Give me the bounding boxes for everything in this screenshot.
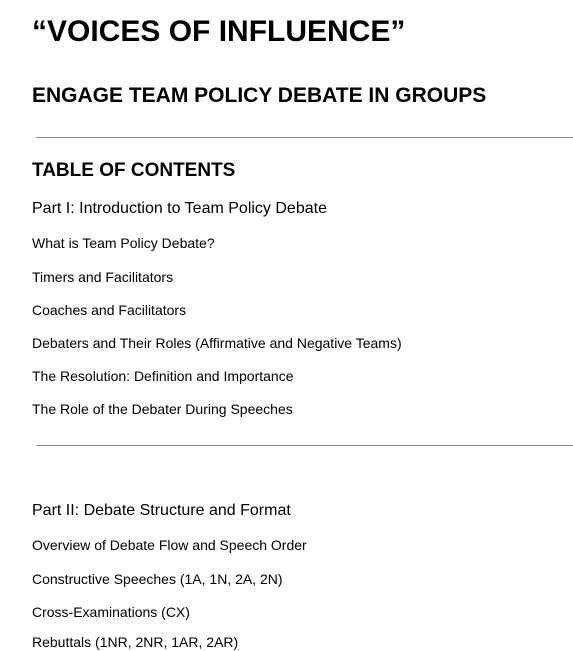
toc-item: Rebuttals (1NR, 2NR, 1AR, 2AR): [32, 634, 239, 650]
divider-top: [36, 137, 573, 138]
toc-item: Constructive Speeches (1A, 1N, 2A, 2N): [32, 571, 283, 587]
document-subtitle: ENGAGE TEAM POLICY DEBATE IN GROUPS: [32, 84, 487, 107]
toc-heading: TABLE OF CONTENTS: [32, 160, 236, 181]
part-2-heading: Part II: Debate Structure and Format: [32, 502, 291, 519]
toc-item: The Resolution: Definition and Importance: [32, 368, 294, 384]
divider-middle: [36, 445, 573, 446]
toc-item: The Role of the Debater During Speeches: [32, 401, 293, 417]
toc-item: Overview of Debate Flow and Speech Order: [32, 537, 307, 553]
toc-item: Coaches and Facilitators: [32, 302, 187, 318]
toc-item: Cross-Examinations (CX): [32, 604, 190, 620]
document-title: “VOICES OF INFLUENCE”: [32, 15, 406, 48]
toc-item: Debaters and Their Roles (Affirmative and Negative Teams): [32, 335, 402, 351]
part-1-heading: Part I: Introduction to Team Policy Debate: [32, 200, 327, 217]
toc-item: What is Team Policy Debate?: [32, 235, 215, 251]
toc-item: Timers and Facilitators: [32, 269, 174, 285]
